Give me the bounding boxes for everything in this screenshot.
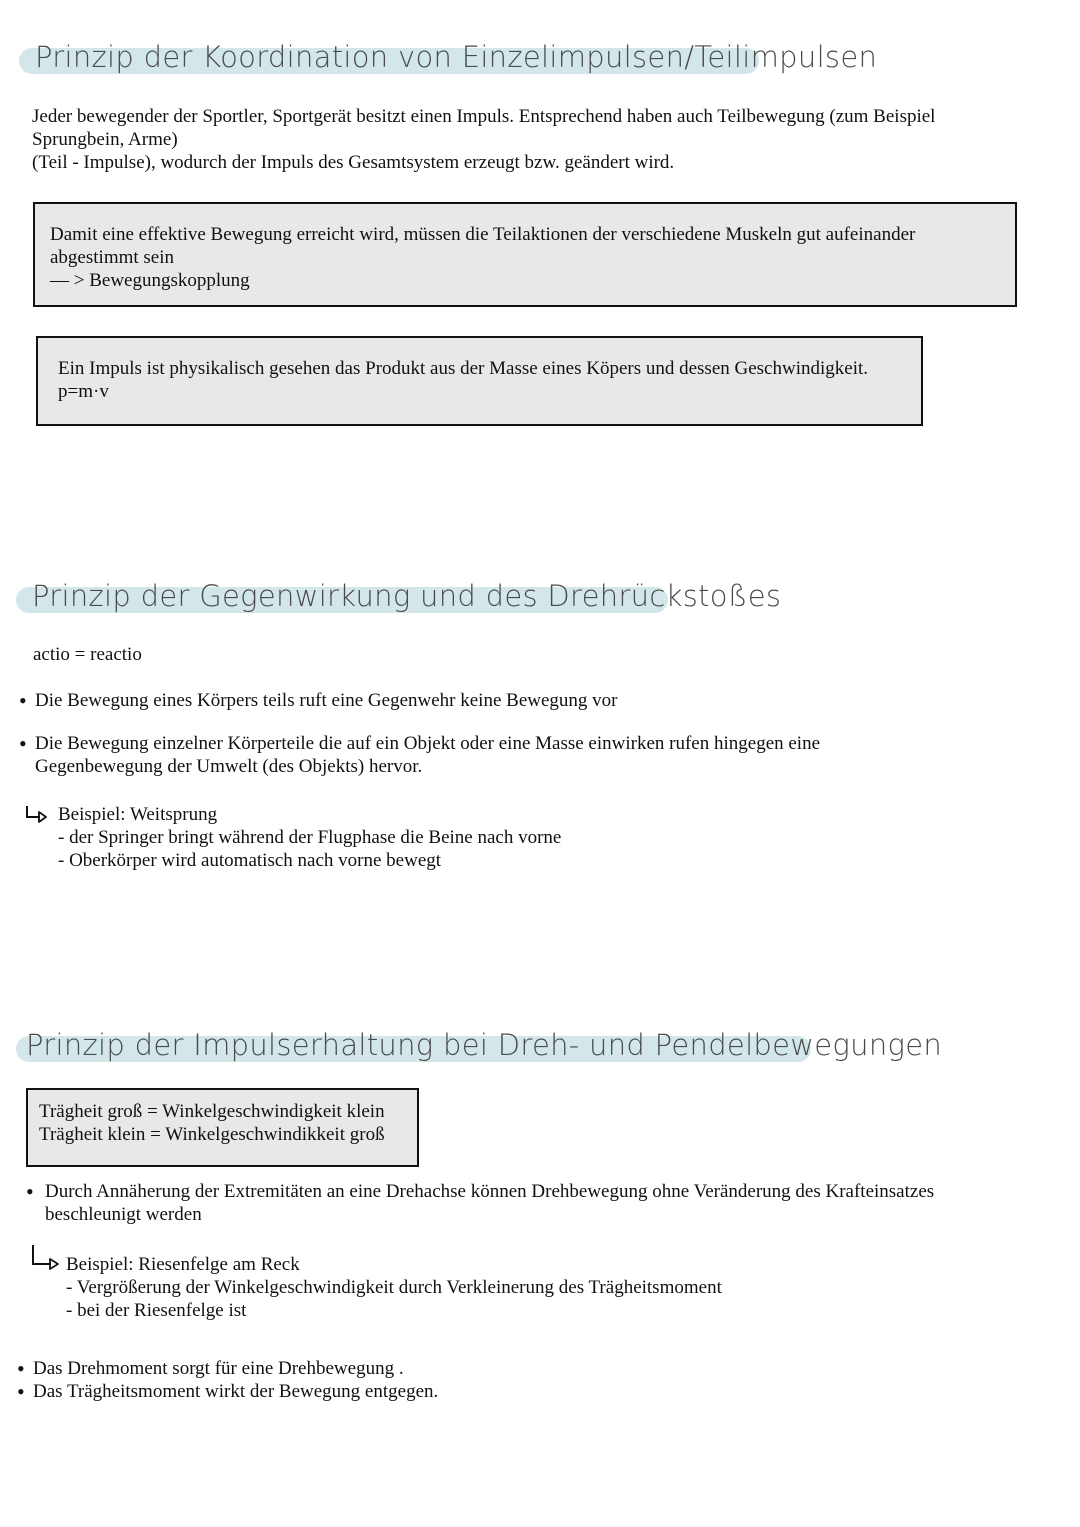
bullet-text: Das Trägheitsmoment wirkt der Bewegung entgegen.	[33, 1381, 439, 1402]
hook-arrow-icon	[24, 805, 50, 823]
bullet-dot-icon: •	[17, 1356, 25, 1381]
example-line: - bei der Riesenfelge ist	[66, 1300, 247, 1321]
hook-arrow-icon	[30, 1244, 62, 1270]
paragraph-line: Jeder bewegender der Sportler, Sportgerät besitzt einen Impuls. Entsprechend haben auch Teilbewegung (zum Beispiel	[32, 106, 936, 127]
box-line: Ein Impuls ist physikalisch gesehen das Produkt aus der Masse eines Köpers und dessen Geschwindigkeit.	[58, 358, 869, 379]
section-1-heading: Prinzip der Koordination von Einzelimpulsen/Teilimpulsen	[35, 40, 878, 74]
section-1-heading-highlight	[19, 40, 878, 74]
bullet-text: Die Bewegung eines Körpers teils ruft eine Gegenwehr keine Bewegung vor	[35, 690, 618, 711]
bullet-dot-icon: •	[19, 688, 27, 713]
bullet-line: Die Bewegung einzelner Körperteile die auf ein Objekt oder eine Masse einwirken rufen hingegen eine	[35, 733, 821, 754]
box-line: — > Bewegungskopplung	[50, 270, 250, 291]
bullet-dot-icon: •	[26, 1179, 34, 1204]
formula-line: p=m·v	[58, 381, 109, 402]
paragraph-line: (Teil - Impulse), wodurch der Impuls des Gesamtsystem erzeugt bzw. geändert wird.	[32, 152, 675, 173]
bullet-line: Durch Annäherung der Extremitäten an eine Drehachse können Drehbewegung ohne Veränderung des Krafteinsatzes	[45, 1181, 935, 1202]
example-title: Beispiel: Riesenfelge am Reck	[66, 1254, 300, 1275]
bullet-text: Das Drehmoment sorgt für eine Drehbewegung .	[33, 1358, 404, 1379]
paragraph-line: Sprungbein, Arme)	[32, 129, 178, 150]
impuls-definition-box	[36, 336, 923, 426]
box-line: Trägheit groß = Winkelgeschwindigkeit klein	[39, 1101, 385, 1122]
section-3-heading: Prinzip der Impulserhaltung bei Dreh- und Pendelbewegungen	[26, 1028, 943, 1062]
bewegungskopplung-box	[33, 202, 1017, 307]
box-line: Trägheit klein = Winkelgeschwindikkeit groß	[39, 1124, 385, 1145]
bullet-line: beschleunigt werden	[45, 1204, 202, 1225]
box-line: abgestimmt sein	[50, 247, 175, 268]
example-line: - der Springer bringt während der Flugphase die Beine nach vorne	[58, 827, 562, 848]
bullet-text	[35, 732, 820, 778]
bullet-line: Gegenbewegung der Umwelt (des Objekts) hervor.	[35, 756, 423, 777]
example-riesenfelge	[66, 1253, 722, 1322]
example-title: Beispiel: Weitsprung	[58, 804, 218, 825]
traegheit-box	[26, 1088, 419, 1167]
bullet-dot-icon: •	[19, 731, 27, 756]
bullet-text	[45, 1180, 934, 1226]
example-line: - Oberkörper wird automatisch nach vorne bewegt	[58, 850, 442, 871]
example-line: - Vergrößerung der Winkelgeschwindigkeit durch Verkleinerung des Trägheitsmoment	[66, 1277, 722, 1298]
section-1-paragraph	[32, 105, 935, 174]
section-2-heading: Prinzip der Gegenwirkung und des Drehrückstoßes	[32, 579, 782, 613]
example-weitsprung	[58, 803, 561, 872]
section-2-heading-highlight	[16, 579, 782, 613]
box-line: Damit eine effektive Bewegung erreicht wird, müssen die Teilaktionen der verschiedene Muskeln gut aufeinander	[50, 224, 916, 245]
bullet-dot-icon: •	[17, 1379, 25, 1404]
actio-reactio-formula: actio = reactio	[33, 644, 142, 665]
section-3-heading-highlight	[16, 1028, 943, 1062]
